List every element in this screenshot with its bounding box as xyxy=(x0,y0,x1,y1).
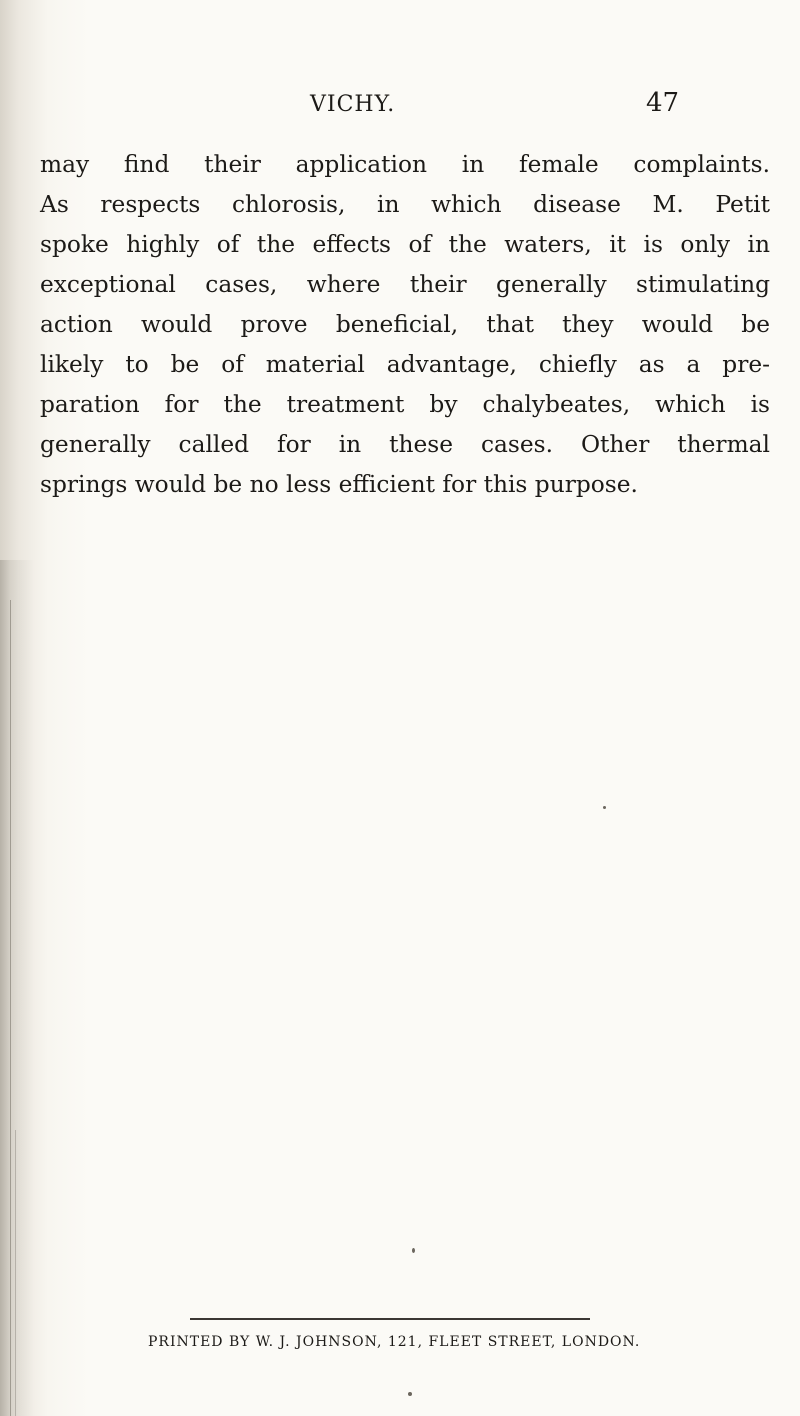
text-line: spoke highly of the effects of the waters, it is only in xyxy=(40,231,770,258)
text-line: As respects chlorosis, in which disease M. Petit xyxy=(40,191,770,218)
text-line: likely to be of material advantage, chiefly as a pre- xyxy=(40,351,770,378)
gutter-shadow xyxy=(0,560,34,1416)
gutter-line-secondary xyxy=(15,1130,16,1416)
gutter-line xyxy=(10,600,11,1416)
text-line: action would prove beneficial, that they would be xyxy=(40,311,770,338)
ink-speck xyxy=(408,1392,412,1396)
body-text xyxy=(40,145,770,505)
text-line: generally called for in these cases. Other thermal xyxy=(40,431,770,458)
text-line: paration for the treatment by chalybeates, which is xyxy=(40,391,770,418)
imprint-rule xyxy=(190,1318,590,1320)
text-line: may find their application in female complaints. xyxy=(40,151,770,178)
text-line: springs would be no less efficient for this purpose. xyxy=(40,471,638,498)
page-number: 47 xyxy=(646,88,680,118)
running-head: VICHY. xyxy=(310,92,396,117)
text-line: exceptional cases, where their generally stimulating xyxy=(40,271,770,298)
ink-speck xyxy=(412,1248,415,1253)
printer-imprint: PRINTED BY W. J. JOHNSON, 121, FLEET STREET, LONDON. xyxy=(148,1334,641,1350)
ink-speck xyxy=(603,806,606,809)
page-header xyxy=(0,84,800,124)
